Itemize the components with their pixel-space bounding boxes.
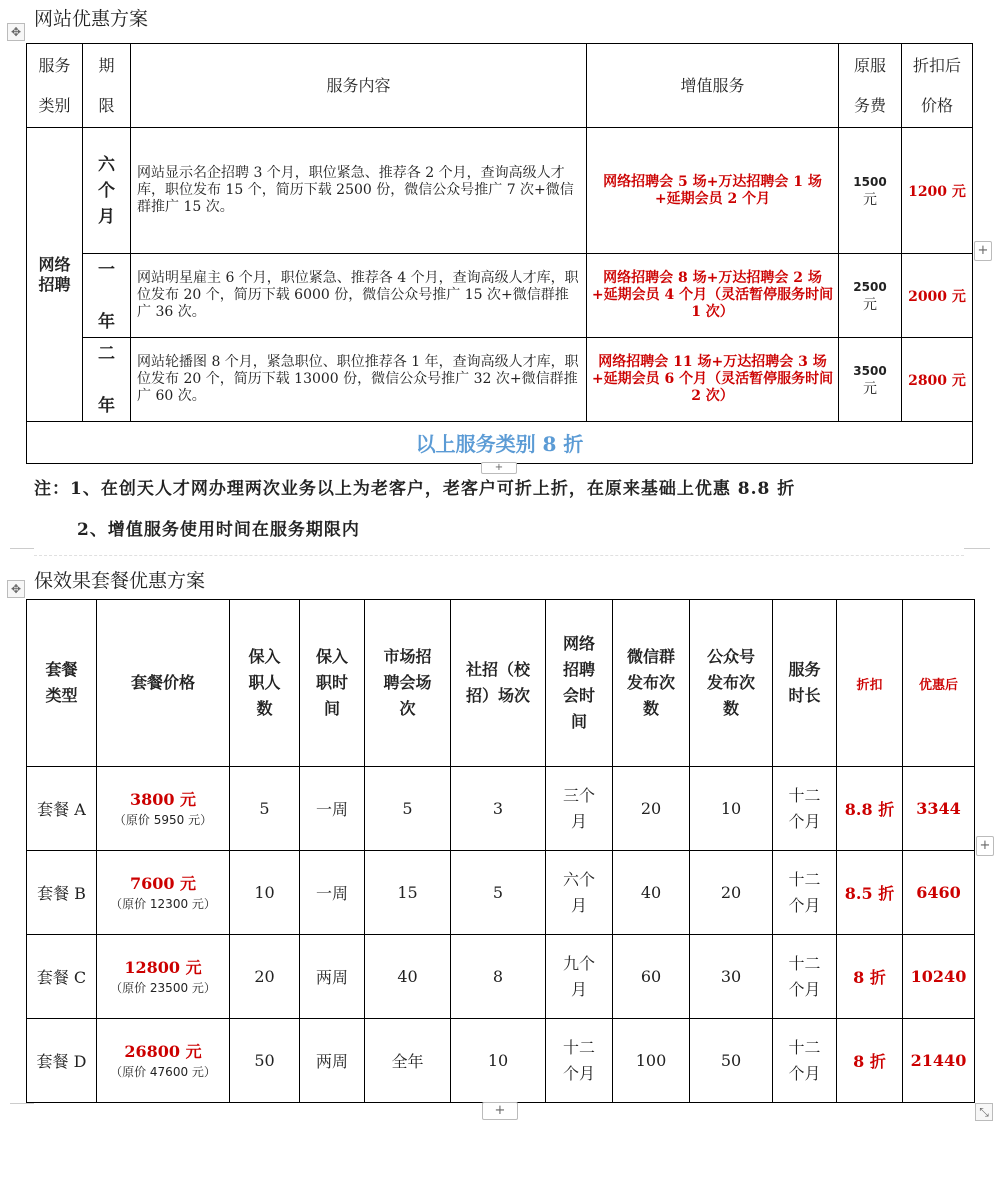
header-discount: 折扣: [837, 600, 903, 767]
after-discount-value: 3344: [903, 767, 975, 851]
official-account-count: 50: [690, 1019, 773, 1103]
service-duration: 十二 个月: [773, 767, 837, 851]
online-fair-time: 九个 月: [546, 935, 613, 1019]
page-break-line: [34, 555, 964, 564]
package-price: 3800 元 （原价 5950 元）: [97, 767, 230, 851]
header-after-discount: 优惠后: [903, 600, 975, 767]
add-column-icon[interactable]: +: [974, 241, 992, 261]
package-name: 套餐 B: [27, 851, 97, 935]
official-account-count: 30: [690, 935, 773, 1019]
header-period: 期 限: [83, 44, 131, 128]
package-name: 套餐 A: [27, 767, 97, 851]
table-row: [27, 935, 975, 1019]
table-row: [27, 128, 973, 254]
table-row: [27, 338, 973, 422]
header-guaranteed-hires: 保入 职人 数: [230, 600, 300, 767]
page-edge-marker: [10, 548, 34, 557]
content-cell: 网站显示名企招聘 3 个月，职位紧急、推荐各 2 个月，查询高级人才库，职位发布 15 个，简历下载 2500 份，微信公众号推广 7 次+微信群推广 15 次。: [131, 128, 587, 254]
after-discount-value: 10240: [903, 935, 975, 1019]
package-price: 7600 元 （原价 12300 元）: [97, 851, 230, 935]
table-header-row: [27, 44, 973, 128]
header-duration: 服务 时长: [773, 600, 837, 767]
after-discount-value: 21440: [903, 1019, 975, 1103]
guaranteed-hires: 50: [230, 1019, 300, 1103]
header-online-fair-time: 网络 招聘 会时 间: [546, 600, 613, 767]
value-added-cell: 网络招聘会 5 场+万达招聘会 1 场+延期会员 2 个月: [587, 128, 839, 254]
value-added-cell: 网络招聘会 11 场+万达招聘会 3 场+延期会员 6 个月（灵活暂停服务时间 2 次）: [587, 338, 839, 422]
table-resize-icon[interactable]: ⤡: [975, 1103, 993, 1121]
discounted-cell: 2000 元: [902, 254, 973, 338]
header-package-type: 套餐 类型: [27, 600, 97, 767]
table-move-handle-icon[interactable]: ✥: [7, 23, 25, 41]
original-fee-cell: 1500 元: [839, 128, 902, 254]
period-cell: 一 年: [83, 254, 131, 338]
header-wechat-group: 微信群 发布次 数: [613, 600, 690, 767]
banner-row: [27, 422, 973, 464]
header-original-fee: 原服 务费: [839, 44, 902, 128]
header-service-type: 服务 类别: [27, 44, 83, 128]
header-campus-fairs: 社招（校 招）场次: [451, 600, 546, 767]
market-fairs: 全年: [365, 1019, 451, 1103]
table-row: [27, 1019, 975, 1103]
discount-value: 8 折: [837, 1019, 903, 1103]
campus-fairs: 8: [451, 935, 546, 1019]
wechat-group-count: 100: [613, 1019, 690, 1103]
value-added-cell: 网络招聘会 8 场+万达招聘会 2 场+延期会员 4 个月（灵活暂停服务时间 1 次）: [587, 254, 839, 338]
period-cell: 二 年: [83, 338, 131, 422]
header-package-price: 套餐价格: [97, 600, 230, 767]
table-row: [27, 767, 975, 851]
category-cell: 网络 招聘: [27, 128, 83, 422]
header-market-fairs: 市场招 聘会场 次: [365, 600, 451, 767]
service-duration: 十二 个月: [773, 935, 837, 1019]
content-cell: 网站明星雇主 6 个月，职位紧急、推荐各 4 个月，查询高级人才库，职位发布 20 个，简历下载 6000 份，微信公众号推广 15 次+微信群推广 36 次。: [131, 254, 587, 338]
campus-fairs: 3: [451, 767, 546, 851]
guaranteed-hires: 10: [230, 851, 300, 935]
discount-value: 8.8 折: [837, 767, 903, 851]
add-row-icon[interactable]: +: [481, 462, 517, 474]
hire-time: 一周: [300, 767, 365, 851]
table-header-row: [27, 600, 975, 767]
official-account-count: 10: [690, 767, 773, 851]
campus-fairs: 10: [451, 1019, 546, 1103]
original-fee-cell: 3500 元: [839, 338, 902, 422]
wechat-group-count: 20: [613, 767, 690, 851]
discounted-cell: 1200 元: [902, 128, 973, 254]
guaranteed-hires: 5: [230, 767, 300, 851]
table-row: [27, 851, 975, 935]
page-edge-marker: [964, 548, 990, 557]
hire-time: 两周: [300, 1019, 365, 1103]
add-row-icon[interactable]: +: [482, 1102, 518, 1120]
table-row: [27, 254, 973, 338]
market-fairs: 40: [365, 935, 451, 1019]
package-name: 套餐 D: [27, 1019, 97, 1103]
package-price: 12800 元 （原价 23500 元）: [97, 935, 230, 1019]
online-fair-time: 三个 月: [546, 767, 613, 851]
campus-fairs: 5: [451, 851, 546, 935]
section2-title: 保效果套餐优惠方案: [34, 570, 206, 592]
wechat-group-count: 40: [613, 851, 690, 935]
website-offer-table: [26, 43, 973, 464]
after-discount-value: 6460: [903, 851, 975, 935]
header-hire-time: 保入 职时 间: [300, 600, 365, 767]
discounted-cell: 2800 元: [902, 338, 973, 422]
note-line-2: 2、增值服务使用时间在服务期限内: [77, 520, 360, 540]
discount-value: 8 折: [837, 935, 903, 1019]
service-duration: 十二 个月: [773, 851, 837, 935]
online-fair-time: 六个 月: [546, 851, 613, 935]
market-fairs: 5: [365, 767, 451, 851]
online-fair-time: 十二 个月: [546, 1019, 613, 1103]
note-line-1: 注：1、在创天人才网办理两次业务以上为老客户，老客户可折上折，在原来基础上优惠 8.8 折: [34, 479, 796, 499]
package-price: 26800 元 （原价 47600 元）: [97, 1019, 230, 1103]
guaranteed-hires: 20: [230, 935, 300, 1019]
wechat-group-count: 60: [613, 935, 690, 1019]
package-name: 套餐 C: [27, 935, 97, 1019]
market-fairs: 15: [365, 851, 451, 935]
page-edge-marker: [10, 1103, 34, 1112]
original-fee-cell: 2500 元: [839, 254, 902, 338]
add-column-icon[interactable]: +: [976, 836, 994, 856]
hire-time: 一周: [300, 851, 365, 935]
discount-banner: 以上服务类别 8 折: [27, 422, 973, 464]
section1-title: 网站优惠方案: [34, 8, 149, 30]
header-discounted: 折扣后 价格: [902, 44, 973, 128]
header-value-added: 增值服务: [587, 44, 839, 128]
package-offer-table: [26, 599, 975, 1103]
service-duration: 十二 个月: [773, 1019, 837, 1103]
content-cell: 网站轮播图 8 个月，紧急职位、职位推荐各 1 年，查询高级人才库，职位发布 20 个，简历下载 13000 份，微信公众号推广 32 次+微信群推广 60 次。: [131, 338, 587, 422]
official-account-count: 20: [690, 851, 773, 935]
header-official-account: 公众号 发布次 数: [690, 600, 773, 767]
hire-time: 两周: [300, 935, 365, 1019]
header-content: 服务内容: [131, 44, 587, 128]
table-move-handle-icon[interactable]: ✥: [7, 580, 25, 598]
discount-value: 8.5 折: [837, 851, 903, 935]
period-cell: 六 个 月: [83, 128, 131, 254]
